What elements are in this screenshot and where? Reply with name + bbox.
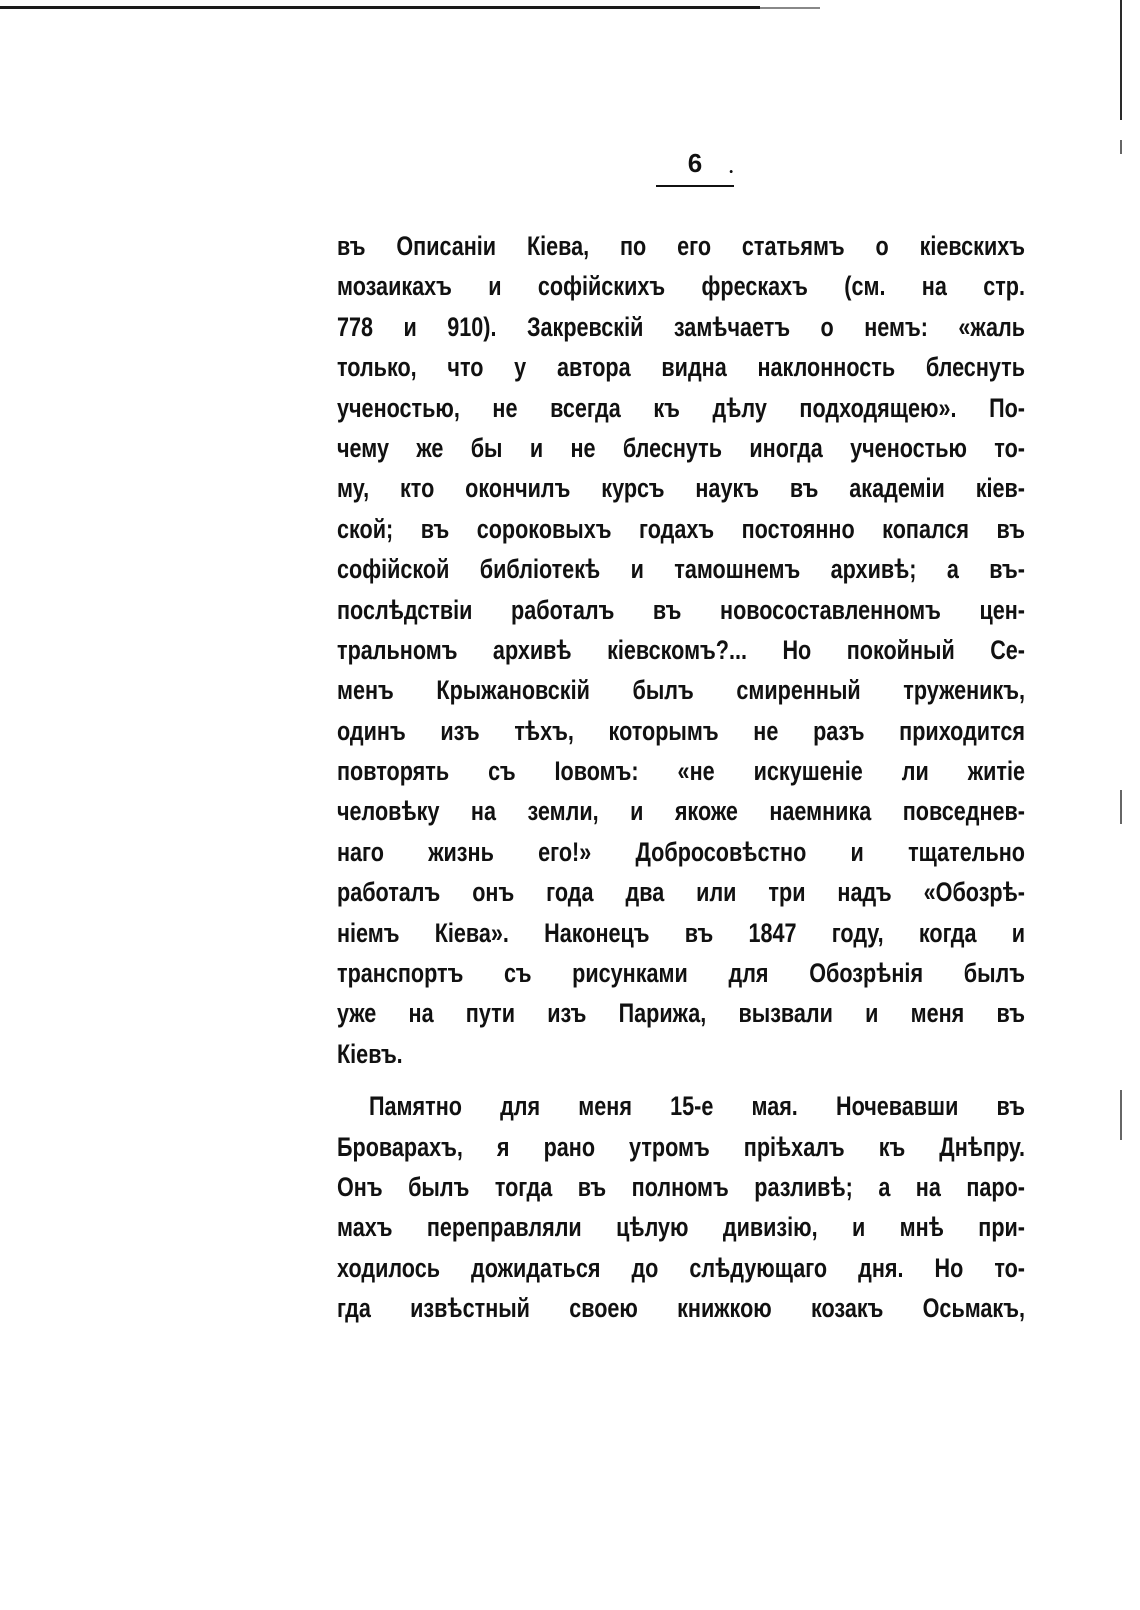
text-line: въ Описаніи Кіева, по его статьямъ о кіевскихъ <box>337 231 1025 261</box>
text-line: Онъ былъ тогда въ полномъ разливѣ; а на паро- <box>337 1171 1025 1202</box>
text-line: ходилось дожидаться до слѣдующаго дня. Но то- <box>337 1252 1025 1283</box>
text-line: ученостью, не всегда къ дѣлу подходящею». По- <box>337 392 1025 423</box>
text-line: тральномъ архивѣ кіевскомъ?... Но покойный Се- <box>337 634 1025 665</box>
page-number-dot: . <box>728 158 734 177</box>
text-line: уже на пути изъ Парижа, вызвали и меня въ <box>337 998 1025 1029</box>
text-line: чему же бы и не блеснуть иногда ученостью то- <box>337 432 1025 463</box>
scan-top-edge-fade <box>760 7 820 9</box>
text-line: гда извѣстный своею книжкою козакъ Осьмакъ, <box>337 1293 1025 1324</box>
page-number: 6 <box>687 148 703 178</box>
text-line: наго жизнь его!» Добросовѣстно и тщательно <box>337 836 1025 867</box>
scan-right-edge-mark <box>1120 140 1122 154</box>
text-line: махъ переправляли цѣлую дивизію, и мнѣ при- <box>337 1212 1025 1243</box>
page-number-header <box>656 148 734 178</box>
text-line: ской; въ сороковыхъ годахъ постоянно копался въ <box>337 513 1025 544</box>
text-line: транспортъ съ рисунками для Обозрѣнія былъ <box>337 958 1025 989</box>
text-line: одинъ изъ тѣхъ, которымъ не разъ приходится <box>337 715 1025 746</box>
text-line: мозаикахъ и софійскихъ фрескахъ (см. на стр. <box>337 271 1025 302</box>
text-line: Броварахъ, я рано утромъ пріѣхалъ къ Днѣпру. <box>337 1131 1025 1162</box>
text-line: послѣдствіи работалъ въ новосоставленномъ цен- <box>337 594 1025 625</box>
text-line: 778 и 910). Закревскій замѣчаетъ о немъ: «жаль <box>337 311 1025 342</box>
paragraph-1 <box>337 226 1025 1074</box>
scan-right-edge <box>1120 0 1122 120</box>
text-line: Кіевъ. <box>337 1038 403 1069</box>
text-line: повторять съ Іовомъ: «не искушеніе ли житіе <box>337 756 1025 787</box>
text-line: менъ Крыжановскій былъ смиренный труженикъ, <box>337 675 1025 706</box>
text-line: только, что у автора видна наклонность блеснуть <box>337 352 1025 383</box>
page-number-rule <box>656 185 734 187</box>
paragraph-2 <box>337 1086 1025 1328</box>
scan-right-edge-mark <box>1120 790 1122 824</box>
body-text <box>337 226 1025 1329</box>
text-line: софійской библіотекѣ и тамошнемъ архивѣ; а въ- <box>337 554 1025 585</box>
scan-right-edge-mark <box>1120 1090 1122 1140</box>
paragraph-gap <box>337 1074 1025 1086</box>
text-line: ніемъ Кіева». Наконецъ въ 1847 году, когда и <box>337 917 1025 948</box>
text-line: человѣку на земли, и якоже наемника повседнев- <box>337 796 1025 827</box>
text-line: Памятно для меня 15-е мая. Ночевавши въ <box>369 1091 1025 1122</box>
text-line: работалъ онъ года два или три надъ «Обозрѣ- <box>337 877 1025 908</box>
scan-top-edge <box>0 6 760 9</box>
text-line: му, кто окончилъ курсъ наукъ въ академіи кіев- <box>337 473 1025 504</box>
